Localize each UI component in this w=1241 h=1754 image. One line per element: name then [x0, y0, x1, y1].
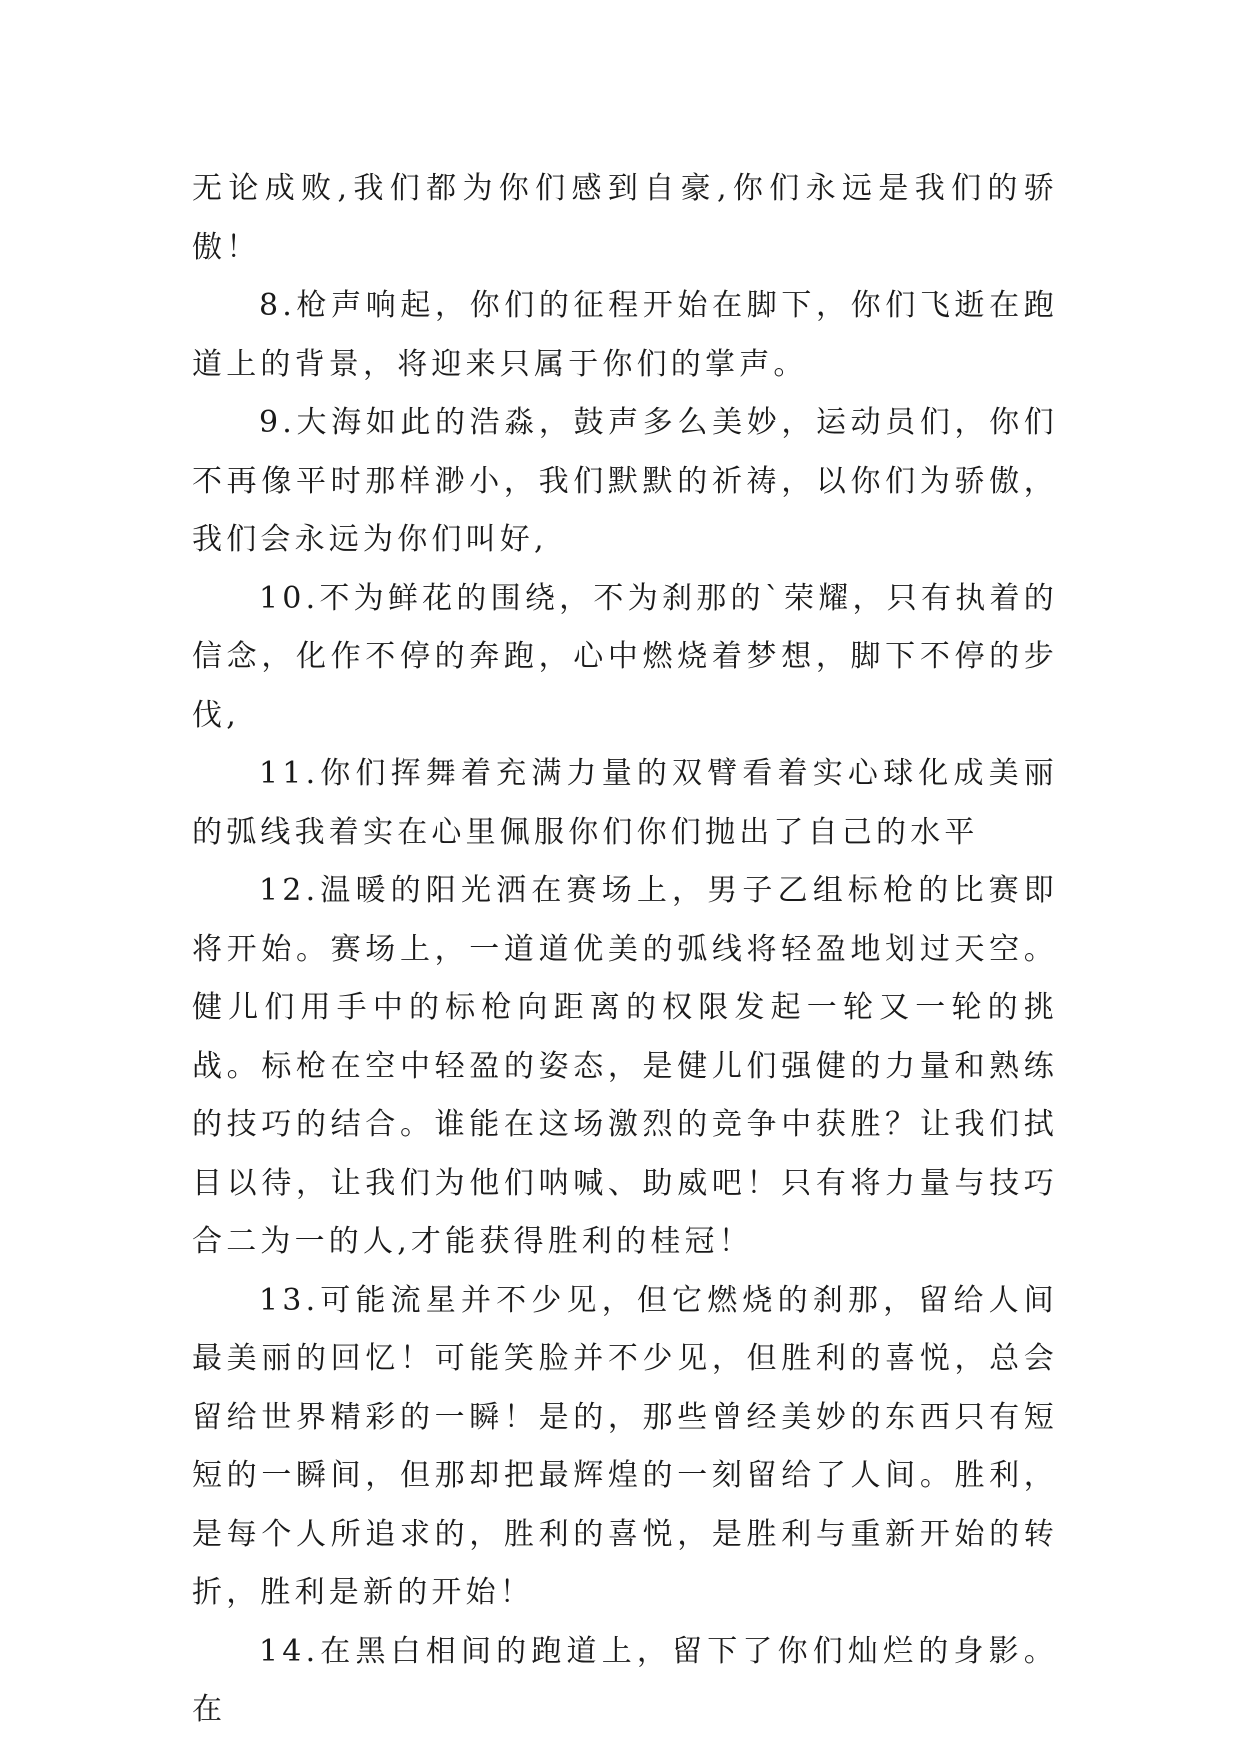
paragraph-item-13: 13.可能流星并不少见，但它燃烧的刹那，留给人间最美丽的回忆！可能笑脸并不少见，但胜利的喜悦，总会留给世界精彩的一瞬！是的，那些曾经美妙的东西只有短短的一瞬间，但那却把最辉煌的一刻留给了人间。胜利，是每个人所追求的，胜利的喜悦，是胜利与重新开始的转折，胜利是新的开始！: [192, 1282, 1058, 1610]
paragraph-continuation: 无论成败,我们都为你们感到自豪,你们永远是我们的骄傲！: [192, 171, 1058, 265]
paragraph-item-14: 14.在黑白相间的跑道上，留下了你们灿烂的身影。在: [192, 1633, 1058, 1727]
paragraph-item-11: 11.你们挥舞着充满力量的双臂看着实心球化成美丽的弧线我着实在心里佩服你们你们抛出了自己的水平: [192, 756, 1058, 850]
paragraph-item-10: 10.不为鲜花的围绕，不为刹那的`荣耀，只有执着的信念，化作不停的奔跑，心中燃烧着梦想，脚下不停的步伐,: [192, 580, 1058, 733]
paragraph-item-12: 12.温暖的阳光洒在赛场上，男子乙组标枪的比赛即将开始。赛场上，一道道优美的弧线将轻盈地划过天空。健儿们用手中的标枪向距离的权限发起一轮又一轮的挑战。标枪在空中轻盈的姿态，是健儿们强健的力量和熟练的技巧的结合。谁能在这场激烈的竞争中获胜？让我们拭目以待，让我们为他们呐喊、助威吧！只有将力量与技巧合二为一的人,才能获得胜利的桂冠！: [192, 873, 1058, 1259]
paragraph-item-9: 9.大海如此的浩淼，鼓声多么美妙，运动员们，你们不再像平时那样渺小，我们默默的祈祷，以你们为骄傲，我们会永远为你们叫好,: [192, 405, 1058, 557]
document-body: [192, 160, 1058, 1740]
paragraph-item-8: 8.枪声响起，你们的征程开始在脚下，你们飞逝在跑道上的背景，将迎来只属于你们的掌声。: [192, 288, 1058, 382]
